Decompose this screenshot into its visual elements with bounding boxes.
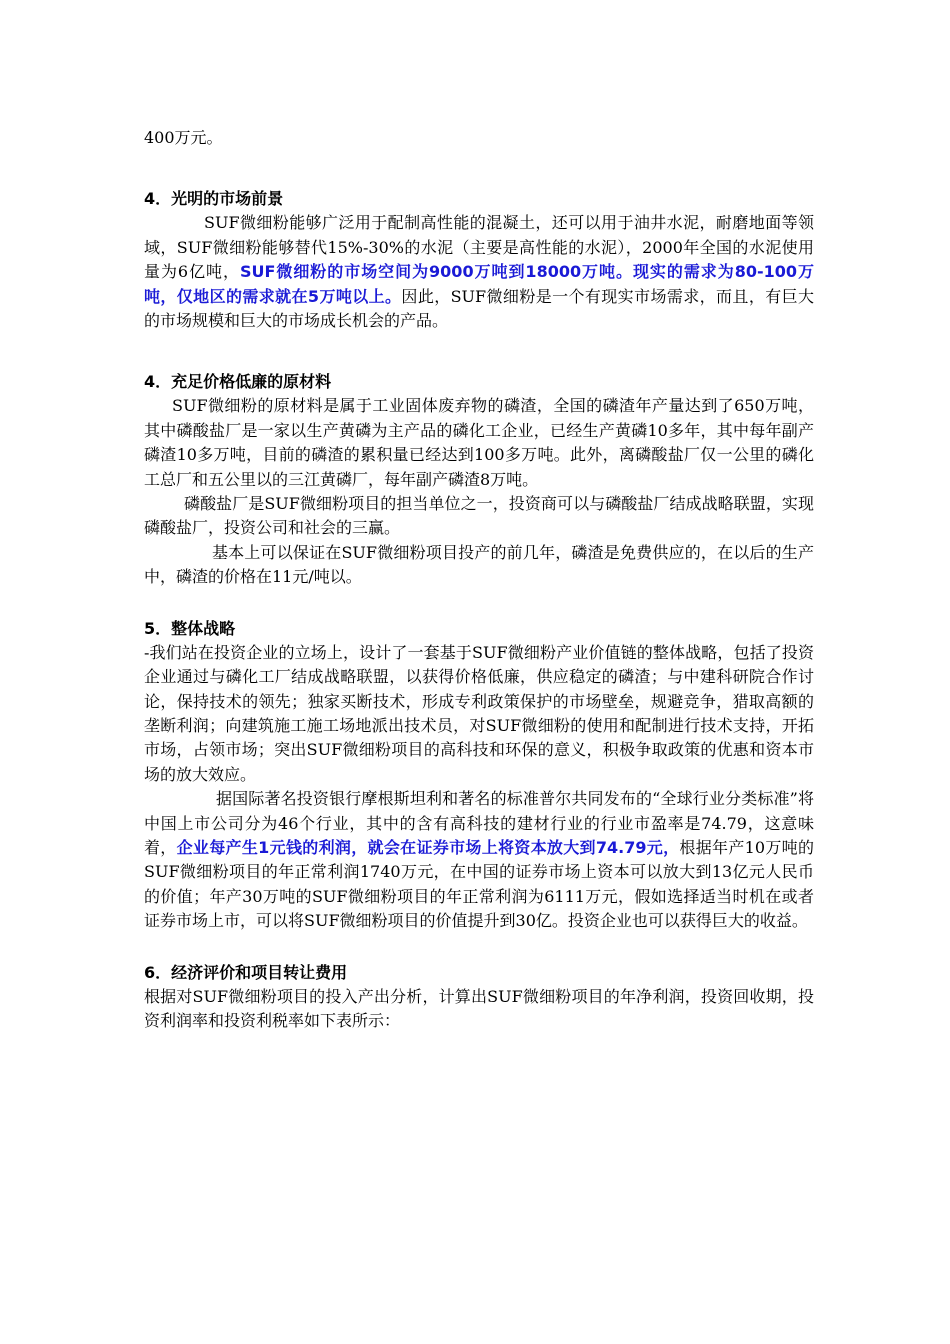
section-5-highlight: 企业每产生1元钱的利润，就会在证券市场上将资本放大到74.79元， (176, 837, 680, 857)
section-5-title: 5．整体战略 (144, 618, 236, 638)
section-5-text-end: 根据年产10万吨的SUF微细粉项目的年正常利润1740万元，在中国的证券市场上资本可以放大到13亿元人民币的价值；年产30万吨的SUF微细粉项目的年正常利润为6111万元，假如选择适当时机在或者证券市场上市，可以将SUF微细粉项目的价值提升到30亿。投资企业也可以获得巨大的收益。 (144, 837, 814, 931)
section-4b-paragraph-3: 基本上可以保证在SUF微细粉项目投产的前几年，磷渣是免费供应的，在以后的生产中，磷渣的价格在11元/吨以。 (144, 542, 814, 587)
section-5-paragraph-1: -我们站在投资企业的立场上，设计了一套基于SUF微细粉产业价值链的整体战略，包括了投资企业通过与磷化工厂结成战略联盟，以获得价格低廉，供应稳定的磷渣；与中建科研院合作讨论，保持技术的领先；独家买断技术，形成专利政策保护的市场壁垒，规避竞争，猎取高额的垄断利润；向建筑施工施工场地派出技术员，对SUF微细粉的使用和配制进行技术支持，开拓市场，占领市场；突出SUF微细粉项目的高科技和环保的意义，积极争取政策的优惠和资本市场的放大效应。 (144, 642, 814, 784)
section-4b-paragraph-1: SUF微细粉的原材料是属于工业固体废弃物的磷渣，全国的磷渣年产量达到了650万吨，其中磷酸盐厂是一家以生产黄磷为主产品的磷化工企业，已经生产黄磷10多年，其中每年副产磷渣10多万吨，目前的磷渣的累积量已经达到100多万吨。此外，离磷酸盐厂仅一公里的磷化工总厂和五公里以的三江黄磷厂，每年副产磷渣8万吨。 (144, 396, 814, 489)
section-4a-paragraph (144, 211, 814, 333)
section-6-paragraph: 根据对SUF微细粉项目的投入产出分析，计算出SUF微细粉项目的年净利润，投资回收期，投资利润率和投资利税率如下表所示： (144, 986, 814, 1030)
section-4b-title: 4．充足价格低廉的原材料 (144, 372, 332, 392)
section-5-text: 据国际著名投资银行摩根斯坦利和著名的标准普尔共同发布的“全球行业分类标准”将中国上市公司分为46个行业，其中的含有高科技的建材行业的行业市盈率是74.79，这意味着， (144, 789, 814, 857)
section-6-title: 6．经济评价和项目转让费用 (144, 962, 348, 982)
section-5-paragraph-2 (144, 787, 814, 933)
section-4b-paragraph-2: 磷酸盐厂是SUF微细粉项目的担当单位之一，投资商可以与磷酸盐厂结成战略联盟，实现磷酸盐厂，投资公司和社会的三赢。 (144, 494, 814, 538)
section-4a-highlight: SUF微细粉的市场空间为9000万吨到18000万吨。现实的需求为80-100万吨，仅地区的需求就在5万吨以上。 (144, 262, 814, 306)
section-4a-text: SUF微细粉能够广泛用于配制高性能的混凝土，还可以用于油井水泥，耐磨地面等领域，SUF微细粉能够替代15%-30%的水泥（主要是高性能的水泥），2000年全国的水泥使用量为6亿吨， (144, 213, 814, 282)
section-4a-title: 4．光明的市场前景 (144, 189, 284, 209)
document-body (144, 126, 814, 1033)
top-line: 400万元。 (144, 128, 223, 147)
section-4a-text-end: 因此，SUF微细粉是一个有现实市场需求，而且，有巨大的市场规模和巨大的市场成长机会的产品。 (144, 286, 814, 331)
